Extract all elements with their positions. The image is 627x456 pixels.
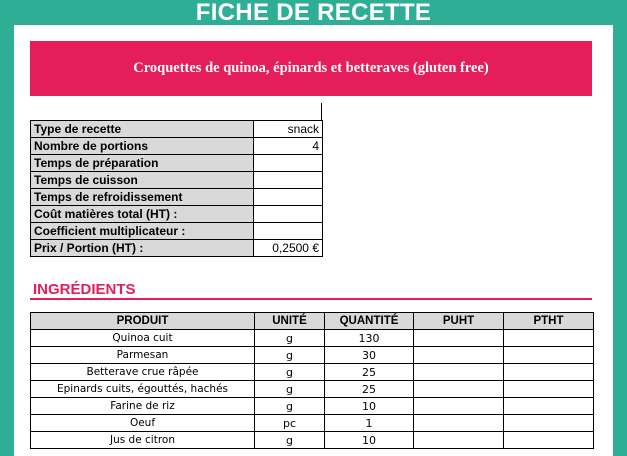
cell-quantite[interactable]: 10: [325, 398, 414, 415]
cell-puht[interactable]: [414, 415, 504, 432]
cell-produit[interactable]: Quinoa cuit: [31, 330, 255, 347]
recipe-name: Croquettes de quinoa, épinards et betteraves (gluten free): [133, 60, 489, 76]
info-row-type: [31, 121, 323, 138]
page-title: FICHE DE RECETTE: [0, 0, 627, 25]
cell-unite[interactable]: g: [255, 381, 325, 398]
cell-puht[interactable]: [414, 330, 504, 347]
cell-ptht[interactable]: [504, 364, 594, 381]
table-row: [31, 330, 594, 347]
cell-unite[interactable]: g: [255, 432, 325, 449]
info-label: Temps de refroidissement: [31, 189, 254, 206]
info-label: Coût matières total (HT) :: [31, 206, 254, 223]
cell-quantite[interactable]: 10: [325, 432, 414, 449]
table-row: [31, 364, 594, 381]
cell-ptht[interactable]: [504, 432, 594, 449]
info-row-cook-time: [31, 172, 323, 189]
info-value-cell[interactable]: snack: [254, 121, 323, 138]
column-header-quantite[interactable]: QUANTITÉ: [325, 313, 414, 330]
cell-ptht[interactable]: [504, 347, 594, 364]
info-label: Coefficient multiplicateur :: [31, 223, 254, 240]
info-value-cell[interactable]: [254, 172, 323, 189]
column-header-produit[interactable]: PRODUIT: [31, 313, 255, 330]
info-value-cell[interactable]: [254, 206, 323, 223]
recipe-name-banner[interactable]: [30, 41, 592, 96]
cell-ptht[interactable]: [504, 398, 594, 415]
section-divider: [30, 298, 592, 300]
column-divider: [321, 103, 322, 120]
table-row: [31, 347, 594, 364]
info-value-cell[interactable]: [254, 189, 323, 206]
info-label: Temps de préparation: [31, 155, 254, 172]
cell-ptht[interactable]: [504, 330, 594, 347]
cell-produit[interactable]: Jus de citron: [31, 432, 255, 449]
table-row: [31, 415, 594, 432]
cell-puht[interactable]: [414, 364, 504, 381]
right-frame-border: [613, 0, 627, 456]
info-row-prep-time: [31, 155, 323, 172]
cell-puht[interactable]: [414, 398, 504, 415]
table-row: [31, 432, 594, 449]
cell-ptht[interactable]: [504, 415, 594, 432]
cell-unite[interactable]: g: [255, 364, 325, 381]
left-frame-border: [0, 0, 14, 456]
cell-puht[interactable]: [414, 381, 504, 398]
info-row-coefficient: [31, 223, 323, 240]
info-label: Nombre de portions: [31, 138, 254, 155]
cell-produit[interactable]: Epinards cuits, égouttés, hachés: [31, 381, 255, 398]
cell-unite[interactable]: g: [255, 398, 325, 415]
cell-unite[interactable]: g: [255, 347, 325, 364]
cell-quantite[interactable]: 25: [325, 381, 414, 398]
cell-quantite[interactable]: 25: [325, 364, 414, 381]
info-label: Temps de cuisson: [31, 172, 254, 189]
table-row: [31, 398, 594, 415]
column-header-unite[interactable]: UNITÉ: [255, 313, 325, 330]
info-row-portions: [31, 138, 323, 155]
info-row-total-cost: [31, 206, 323, 223]
info-label: Type de recette: [31, 121, 254, 138]
ingredients-section-title: INGRÉDIENTS: [33, 281, 136, 298]
info-label: Prix / Portion (HT) :: [31, 240, 254, 257]
info-row-price-per-portion: [31, 240, 323, 257]
column-header-puht[interactable]: PUHT: [414, 313, 504, 330]
table-header-row: [31, 313, 594, 330]
info-value-cell[interactable]: 4: [254, 138, 323, 155]
cell-unite[interactable]: g: [255, 330, 325, 347]
table-row: [31, 381, 594, 398]
cell-puht[interactable]: [414, 347, 504, 364]
info-value-cell[interactable]: [254, 223, 323, 240]
cell-unite[interactable]: pc: [255, 415, 325, 432]
cell-quantite[interactable]: 1: [325, 415, 414, 432]
ingredients-table: [30, 312, 594, 449]
cell-produit[interactable]: Parmesan: [31, 347, 255, 364]
column-header-ptht[interactable]: PTHT: [504, 313, 594, 330]
cell-quantite[interactable]: 130: [325, 330, 414, 347]
info-value-cell[interactable]: [254, 155, 323, 172]
cell-quantite[interactable]: 30: [325, 347, 414, 364]
cell-produit[interactable]: Oeuf: [31, 415, 255, 432]
info-row-cool-time: [31, 189, 323, 206]
cell-puht[interactable]: [414, 432, 504, 449]
recipe-info-table: [30, 120, 323, 257]
cell-produit[interactable]: Betterave crue râpée: [31, 364, 255, 381]
info-value-cell[interactable]: 0,2500 €: [254, 240, 323, 257]
cell-produit[interactable]: Farine de riz: [31, 398, 255, 415]
cell-ptht[interactable]: [504, 381, 594, 398]
